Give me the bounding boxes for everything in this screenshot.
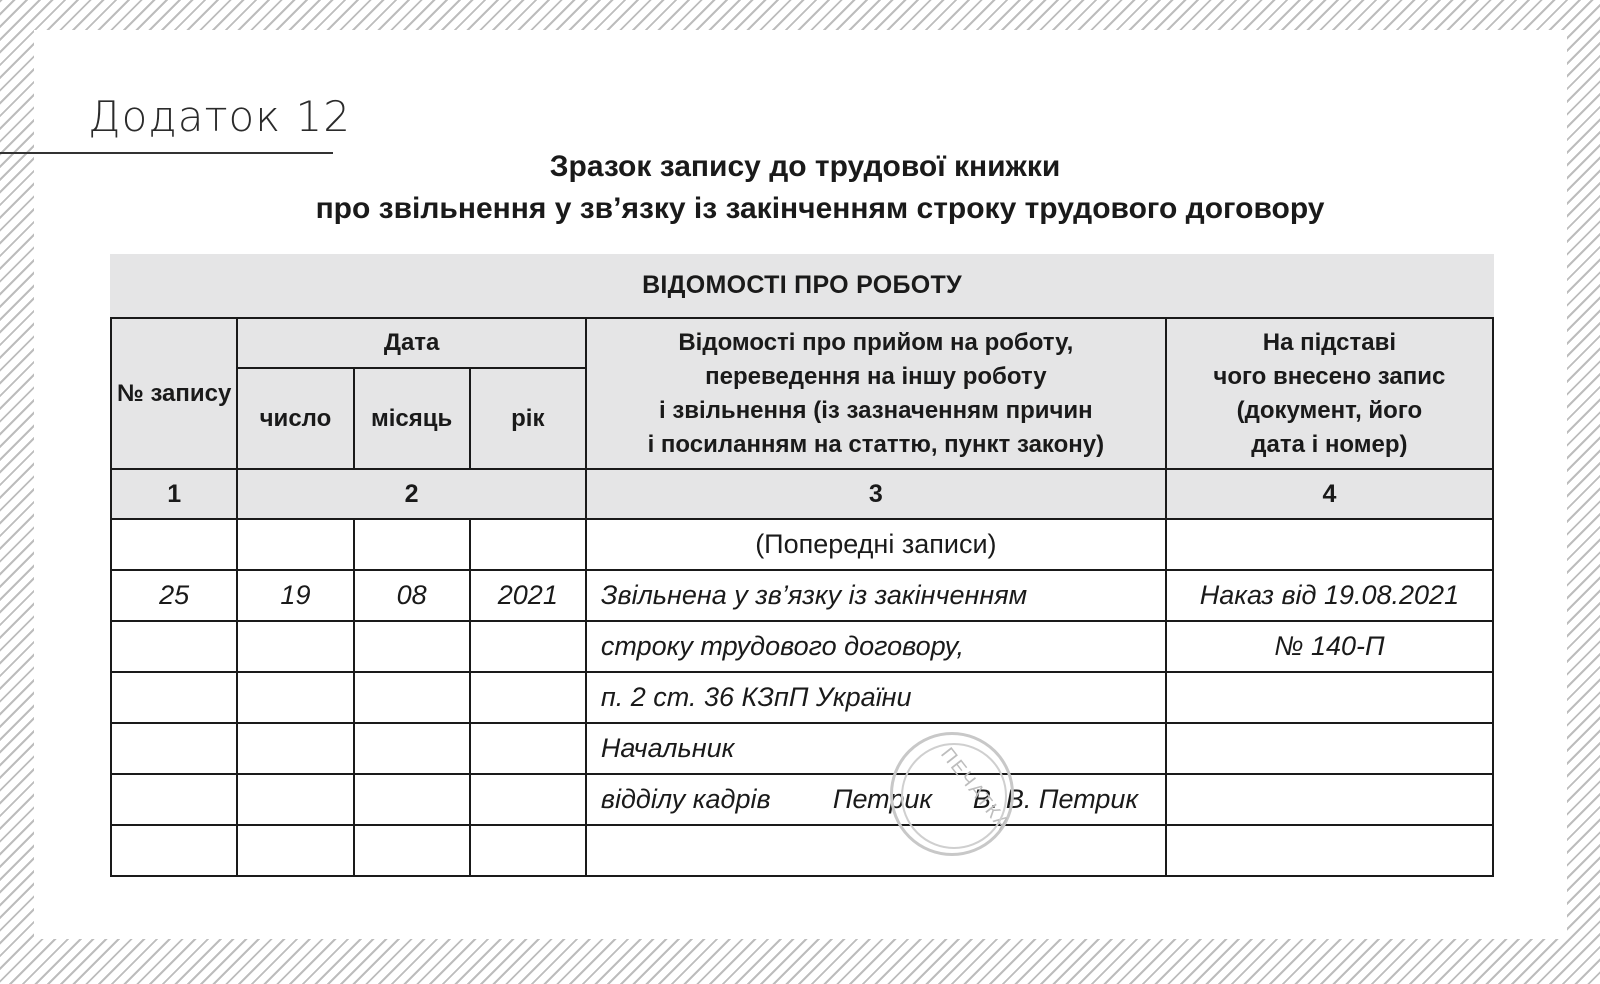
column-number: 3 (586, 469, 1166, 519)
signature-mark: Петрик (832, 784, 933, 814)
cell-year (470, 672, 586, 723)
header-info-line: Відомості про прийом на роботу, (678, 328, 1074, 356)
cell-day: 19 (237, 570, 353, 621)
header-basis-line: На підставі (1262, 328, 1397, 356)
cell-entry-no (111, 825, 237, 876)
header-info-line: переведення на іншу роботу (705, 362, 1047, 390)
cell-info: строку трудового договору, (586, 621, 1166, 672)
table-row (111, 519, 1493, 570)
table-row (111, 672, 1493, 723)
header-info (586, 318, 1166, 469)
document-title (0, 146, 1600, 230)
cell-year: 2021 (470, 570, 586, 621)
table-row (111, 774, 1493, 825)
title-line-2: про звільнення у зв’язку із закінченням строку трудового договору (315, 192, 1325, 225)
work-record-table (110, 317, 1494, 877)
header-year: рік (470, 368, 586, 469)
header-basis (1166, 318, 1493, 469)
appendix-label: Додаток 12 (88, 92, 351, 141)
header-info-line: і посиланням на статтю, пункт закону) (647, 430, 1105, 458)
cell-info (586, 825, 1166, 876)
cell-basis (1166, 723, 1493, 774)
table-caption: ВІДОМОСТІ ПРО РОБОТУ (110, 254, 1494, 317)
cell-month (354, 774, 470, 825)
signature-name: В. В. Петрик (972, 784, 1139, 814)
cell-year (470, 825, 586, 876)
cell-basis (1166, 774, 1493, 825)
column-number: 4 (1166, 469, 1493, 519)
cell-basis (1166, 672, 1493, 723)
header-month: місяць (354, 368, 470, 469)
header-basis-line: (документ, його (1236, 396, 1423, 424)
cell-day (237, 621, 353, 672)
cell-month: 08 (354, 570, 470, 621)
cell-signature (586, 774, 1166, 825)
cell-entry-no: 25 (111, 570, 237, 621)
cell-entry-no (111, 774, 237, 825)
table-row (111, 723, 1493, 774)
cell-info: Звільнена у зв’язку із закінченням (586, 570, 1166, 621)
stamp-text: ПЕЧАТКА (936, 744, 1015, 836)
cell-day (237, 723, 353, 774)
header-entry-no (111, 318, 237, 469)
cell-basis: Наказ від 19.08.2021 (1166, 570, 1493, 621)
header-date: Дата (237, 318, 586, 368)
cell-entry-no (111, 723, 237, 774)
cell-year (470, 519, 586, 570)
cell-day (237, 672, 353, 723)
cell-entry-no (111, 519, 237, 570)
cell-info: (Попередні записи) (586, 519, 1166, 570)
cell-day (237, 519, 353, 570)
cell-entry-no (111, 672, 237, 723)
cell-info: Начальник (586, 723, 1166, 774)
cell-year (470, 723, 586, 774)
cell-day (237, 825, 353, 876)
cell-month (354, 519, 470, 570)
header-info-line: і звільнення (із зазначенням причин (659, 396, 1093, 424)
cell-month (354, 672, 470, 723)
column-number: 1 (111, 469, 237, 519)
header-basis-line: дата і номер) (1251, 430, 1408, 458)
cell-entry-no (111, 621, 237, 672)
column-number: 2 (237, 469, 586, 519)
cell-year (470, 621, 586, 672)
cell-info: п. 2 ст. 36 КЗпП України (586, 672, 1166, 723)
cell-month (354, 825, 470, 876)
table-row (111, 621, 1493, 672)
cell-basis (1166, 519, 1493, 570)
cell-month (354, 621, 470, 672)
header-basis-line: чого внесено запис (1213, 362, 1446, 390)
cell-day (237, 774, 353, 825)
header-day: число (237, 368, 353, 469)
header-entry-no-label: № запису (117, 379, 232, 407)
cell-year (470, 774, 586, 825)
cell-basis (1166, 825, 1493, 876)
work-record-table-block (110, 254, 1494, 877)
table-row (111, 570, 1493, 621)
table-row (111, 825, 1493, 876)
cell-basis: № 140-П (1166, 621, 1493, 672)
title-line-1: Зразок запису до трудової книжки (549, 150, 1061, 183)
cell-month (354, 723, 470, 774)
signature-position: відділу кадрів (600, 784, 771, 814)
